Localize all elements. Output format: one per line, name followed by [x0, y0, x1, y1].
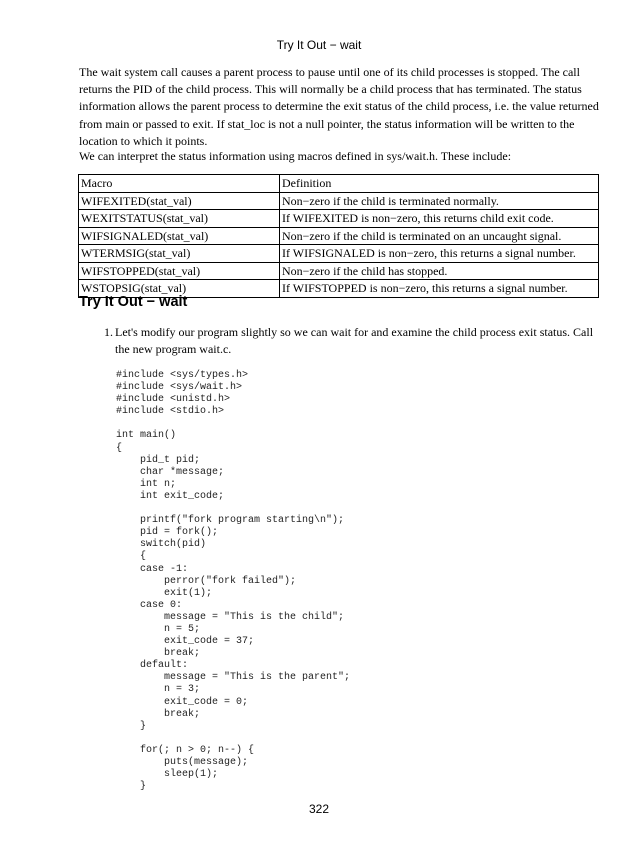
code-line: n = 3; [116, 684, 201, 696]
macros-intro-paragraph: We can interpret the status information using macros defined in sys/wait.h. These include: [79, 149, 512, 163]
code-line: int exit_code; [116, 490, 225, 502]
code-line [116, 733, 596, 745]
code-line: #include <sys/types.h> [116, 370, 249, 381]
code-line: printf("fork program starting\n"); [116, 515, 345, 527]
step-text: Let's modify our program slightly so we can wait for and examine the child process exit status. Call the new program wait.c. [115, 325, 594, 356]
definition-cell: If WIFEXITED is non−zero, this returns child exit code. [280, 210, 599, 228]
table-row [79, 227, 599, 245]
code-line: } [116, 720, 147, 732]
section-heading: Try It Out − wait [79, 294, 188, 310]
code-line: exit_code = 37; [116, 636, 255, 648]
definition-cell: If WIFSTOPPED is non−zero, this returns a signal number. [280, 280, 599, 298]
code-line: #include <unistd.h> [116, 394, 231, 406]
code-line: } [116, 781, 147, 793]
macro-cell: WSTOPSIG(stat_val) [79, 280, 280, 298]
table-row [79, 192, 599, 210]
macro-cell: WIFSTOPPED(stat_val) [79, 262, 280, 280]
intro-paragraph: The wait system call causes a parent process to pause until one of its child processes is stopped. The call returns the PID of the child process. This will normally be a child process that has terminated. The status information allows the parent process to determine the exit status of the child process, i.e. the value returned from main or passed to exit. If stat_loc is not a null pointer, the status information will be written to the location to which it points. [79, 65, 599, 148]
code-line: perror("fork failed"); [116, 575, 297, 587]
code-line: case 0: [116, 599, 183, 611]
code-line: break; [116, 708, 201, 720]
code-line: pid_t pid; [116, 454, 201, 466]
code-line: char *message; [116, 466, 225, 478]
code-line: n = 5; [116, 623, 201, 635]
code-line [116, 503, 596, 515]
code-line: { [116, 442, 123, 454]
definition-cell: Non−zero if the child has stopped. [280, 262, 599, 280]
code-line: message = "This is the child"; [116, 611, 345, 623]
code-line: #include <stdio.h> [116, 406, 225, 418]
column-header-macro: Macro [79, 175, 280, 193]
code-line: #include <sys/wait.h> [116, 382, 243, 394]
code-line: exit(1); [116, 587, 213, 599]
macro-cell: WIFEXITED(stat_val) [79, 192, 280, 210]
code-line: int main() [116, 430, 177, 442]
code-line: sleep(1); [116, 769, 219, 781]
code-line: int n; [116, 478, 177, 490]
code-line: case -1: [116, 563, 189, 575]
table-row [79, 245, 599, 263]
code-line [116, 418, 596, 430]
code-line: message = "This is the parent"; [116, 672, 351, 684]
table-row [79, 210, 599, 228]
macro-cell: WIFSIGNALED(stat_val) [79, 227, 280, 245]
definition-cell: Non−zero if the child is terminated on an uncaught signal. [280, 227, 599, 245]
table-row [79, 262, 599, 280]
definition-cell: Non−zero if the child is terminated normally. [280, 192, 599, 210]
code-line: puts(message); [116, 757, 249, 768]
code-line: break; [116, 648, 201, 660]
macro-cell: WTERMSIG(stat_val) [79, 245, 280, 263]
code-line: pid = fork(); [116, 527, 219, 539]
step-number: 1. [104, 325, 113, 339]
page-number: 322 [308, 802, 330, 816]
code-line: default: [116, 660, 189, 672]
macro-cell: WEXITSTATUS(stat_val) [79, 210, 280, 228]
step-item [104, 324, 594, 358]
page-header: Try It Out − wait [276, 38, 362, 52]
code-line: { [116, 551, 147, 563]
code-listing [116, 370, 596, 793]
code-line: for(; n > 0; n--) { [116, 744, 255, 756]
definition-cell: If WIFSIGNALED is non−zero, this returns a signal number. [280, 245, 599, 263]
macro-table [78, 174, 599, 298]
code-line: switch(pid) [116, 539, 207, 551]
column-header-definition: Definition [280, 175, 599, 193]
code-line: exit_code = 0; [116, 696, 249, 708]
table-header-row [79, 175, 599, 193]
